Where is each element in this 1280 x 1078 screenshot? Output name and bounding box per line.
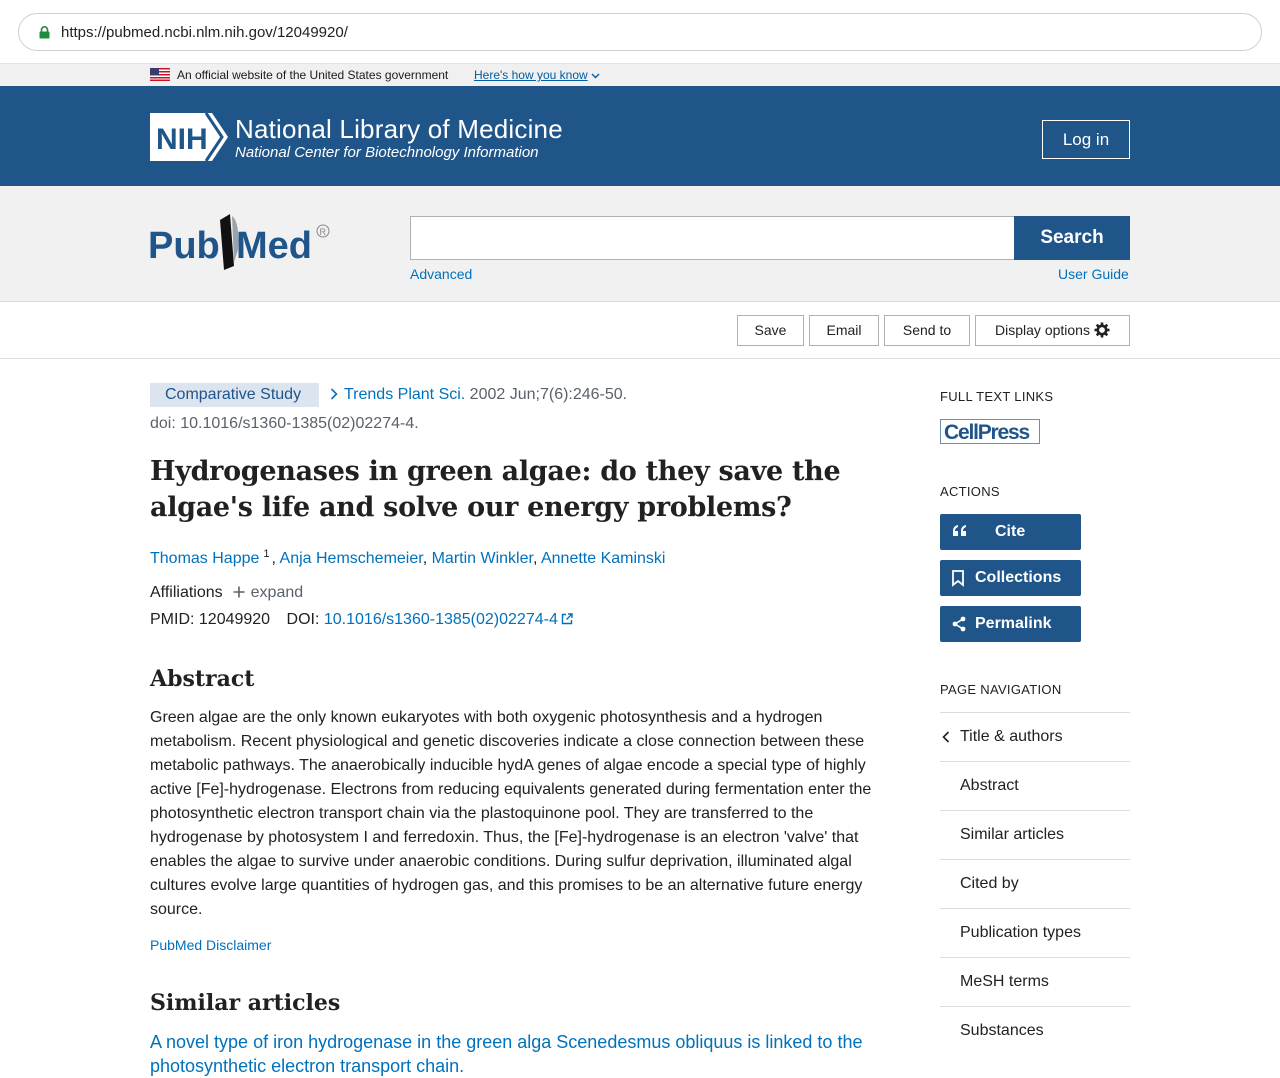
nav-item-similar-articles[interactable] <box>940 810 1130 859</box>
external-link-icon[interactable] <box>561 613 573 625</box>
collections-button[interactable] <box>940 560 1081 596</box>
gear-icon <box>1094 322 1110 338</box>
page-navigation-heading: PAGE NAVIGATION <box>940 682 1062 697</box>
pmid-label: PMID: <box>150 611 199 628</box>
nav-item-label: Substances <box>960 1022 1044 1039</box>
similar-article-link[interactable]: A novel type of iron hydrogenase in the green alga Scenedesmus obliquus is linked to the photosynthetic electron transport chain. <box>150 1032 863 1076</box>
nav-item-label: Publication types <box>960 924 1081 941</box>
nih-logo[interactable] <box>150 113 228 161</box>
nav-item-label: Abstract <box>960 777 1019 794</box>
doi-citation-line: doi: 10.1016/s1360-1385(02)02274-4. <box>150 415 419 432</box>
nlm-subtitle: National Center for Biotechnology Information <box>235 144 539 161</box>
nav-item-label: Cited by <box>960 875 1019 892</box>
full-text-links-heading: FULL TEXT LINKS <box>940 389 1054 404</box>
send-to-button[interactable]: Send to <box>884 315 970 346</box>
search-band <box>0 186 1280 302</box>
nav-item-label: Title & authors <box>960 728 1063 745</box>
cellpress-full-text-link[interactable] <box>940 419 1040 444</box>
browser-chrome <box>0 0 1280 63</box>
affiliations-row <box>150 584 303 602</box>
nih-logo-text: NIH <box>156 123 208 156</box>
cellpress-logo <box>941 420 1039 443</box>
actions-heading: ACTIONS <box>940 484 1000 499</box>
doi-link[interactable]: 10.1016/s1360-1385(02)02274-4 <box>323 611 558 628</box>
abstract-text: Green algae are the only known eukaryotes with both oxygenic photosynthesis and a hydrogen metabolism. Recent physiological and genetic discoveries indicate a close connection between these metabolic pathways. The anaerobically inducible hydA genes of algae encode a special type of highly active [Fe]-hydrogenase. Electrons from reducing equivalents generated during fermentation enter the photosynthetic electron transport chain via the plastoquinone pool. They are transferred to the hydrogenase by photosystem I and ferredoxin. Thus, the [Fe]-hydrogenase is an electron 'valve' that enables the algae to survive under anaerobic conditions. During sulfur deprivation, illuminated algal cultures evolve large quantities of hydrogen gas, and this promises to be an alternative future energy source. <box>150 709 872 918</box>
article-action-bar <box>0 302 1280 359</box>
author-link[interactable]: Martin Winkler <box>431 550 533 567</box>
gov-link-label: Here's how you know <box>474 68 588 82</box>
login-button[interactable]: Log in <box>1042 120 1130 159</box>
pubmed-disclaimer-link[interactable]: PubMed Disclaimer <box>150 937 272 953</box>
similar-articles-heading: Similar articles <box>150 990 341 1016</box>
url-text[interactable]: https://pubmed.ncbi.nlm.nih.gov/12049920/ <box>61 24 348 41</box>
nav-item-cited-by[interactable] <box>940 859 1130 908</box>
quote-icon <box>952 524 968 538</box>
display-options-label: Display options <box>995 322 1090 338</box>
save-button[interactable]: Save <box>737 315 804 346</box>
heres-how-you-know-link[interactable] <box>474 68 600 82</box>
plus-icon <box>233 586 245 598</box>
pmid-value: 12049920 <box>198 611 271 628</box>
nlm-title[interactable]: National Library of Medicine <box>235 114 563 144</box>
affiliation-superscript[interactable]: 1 <box>263 548 270 560</box>
display-options-button[interactable] <box>975 315 1130 346</box>
address-bar[interactable] <box>18 13 1262 51</box>
collections-label: Collections <box>975 569 1062 586</box>
identifiers-row <box>150 611 573 629</box>
chevron-left-icon <box>942 731 950 743</box>
bookmark-icon <box>952 570 964 586</box>
abstract-heading: Abstract <box>150 666 255 692</box>
advanced-search-link[interactable]: Advanced <box>410 266 473 282</box>
nav-item-substances[interactable] <box>940 1006 1130 1055</box>
email-button[interactable]: Email <box>809 315 879 346</box>
expand-affiliations-button[interactable] <box>233 584 304 601</box>
author-link[interactable]: Thomas Happe <box>150 550 260 567</box>
permalink-button[interactable] <box>940 606 1081 642</box>
permalink-label: Permalink <box>975 615 1052 632</box>
lock-icon <box>39 26 50 39</box>
svg-text:R: R <box>319 227 326 237</box>
user-guide-link[interactable]: User Guide <box>1058 266 1129 282</box>
author-list: Thomas Happe $^1$ , Anja Hemschemeier, Martin Winkler, Annette Kaminski <box>150 548 666 567</box>
pubmed-logo[interactable] <box>148 210 338 276</box>
article-title: Hydrogenases in green algae: do they save the algae's life and solve our energy problems? <box>150 456 841 523</box>
search-input[interactable] <box>410 216 1015 260</box>
author-link[interactable]: Annette Kaminski <box>540 550 666 567</box>
pubmed-logo-right: Med <box>236 225 312 267</box>
nav-item-label: Similar articles <box>960 826 1065 843</box>
nav-item-label: MeSH terms <box>960 973 1049 990</box>
search-button[interactable]: Search <box>1014 216 1130 260</box>
doi-label: DOI: <box>286 611 324 628</box>
cite-label: Cite <box>995 523 1026 540</box>
pubmed-logo-left: Pub <box>148 225 220 267</box>
cite-button[interactable] <box>940 514 1081 550</box>
cellpress-logo-text: CellPress <box>944 421 1029 444</box>
us-flag-icon <box>150 68 170 81</box>
journal-link[interactable]: Trends Plant Sci. <box>344 386 466 403</box>
publication-type-badge: Comparative Study <box>150 383 319 407</box>
nih-header <box>0 86 1280 186</box>
author-link[interactable]: Anja Hemschemeier <box>279 550 423 567</box>
share-icon <box>952 616 966 632</box>
gov-banner-text: An official website of the United States government <box>177 68 449 82</box>
nav-item-abstract[interactable] <box>940 761 1130 810</box>
chevron-down-icon <box>591 73 600 79</box>
gov-banner <box>0 63 1280 86</box>
expand-label: expand <box>250 584 304 601</box>
nav-item-mesh-terms[interactable] <box>940 957 1130 1006</box>
affiliations-label: Affiliations <box>150 584 223 601</box>
nav-item-title-authors[interactable] <box>940 712 1130 761</box>
page-navigation <box>940 712 1130 1055</box>
citation-details: 2002 Jun;7(6):246-50. <box>465 386 628 403</box>
nav-item-publication-types[interactable] <box>940 908 1130 957</box>
chevron-right-icon <box>330 388 338 400</box>
journal-citation <box>330 386 627 404</box>
